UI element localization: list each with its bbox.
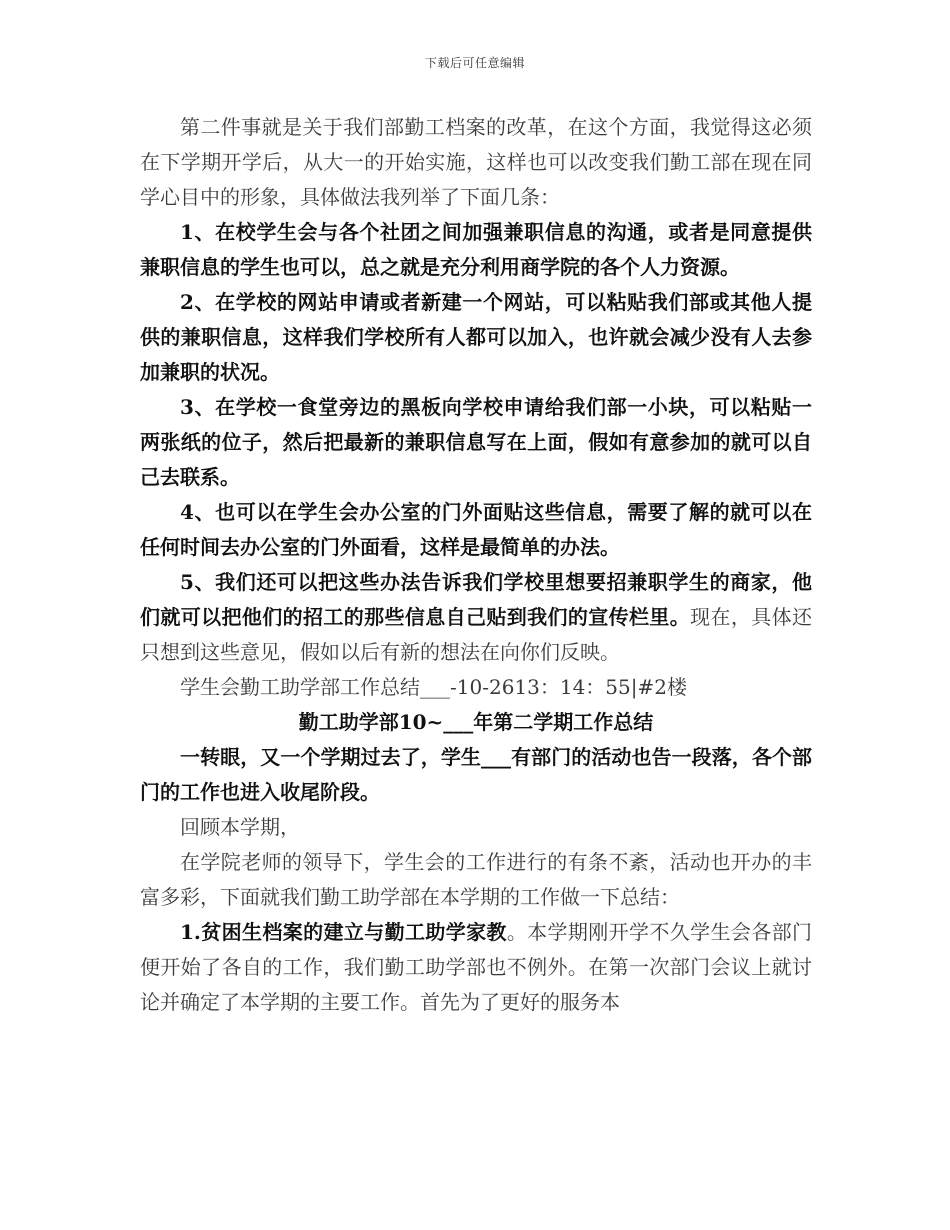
document-body: [140, 110, 812, 1020]
review-line: 回顾本学期，: [180, 815, 300, 839]
list-item-2: 2、在学校的网站申请或者新建一个网站，可以粘贴我们部或其他人提供的兼职信息，这样我们学校所有人都可以加入，也许就会减少没有人去参加兼职的状况。: [140, 290, 812, 384]
section-title: 勤工助学部10~___年第二学期工作总结: [298, 710, 654, 734]
paragraph-archive-reform: 第二件事就是关于我们部勤工档案的改革，在这个方面，我觉得这必须在下学期开学后，从大一的开始实施，这样也可以改变我们勤工部在现在同学心目中的形象，具体做法我列举了下面几条：: [140, 115, 812, 209]
list-item-4: 4、也可以在学生会办公室的门外面贴这些信息，需要了解的就可以在任何时间去办公室的门外面看，这样是最简单的办法。: [140, 500, 812, 559]
point-1-body: 。本学期刚开学不久学生会各部门便开始了各自的工作，我们勤工助学部也不例外。在第一次部门会议上就讨论并确定了本学期的主要工作。首先为了更好的服务本: [140, 920, 812, 1014]
page-header: 下载后可任意编辑: [424, 56, 525, 70]
list-item-1: 1、在校学生会与各个社团之间加强兼职信息的沟通，或者是同意提供兼职信息的学生也可以，总之就是充分利用商学院的各个人力资源。: [140, 220, 812, 279]
intro-paragraph: 一转眼，又一个学期过去了，学生___有部门的活动也告一段落，各个部门的工作也进入收尾阶段。: [140, 745, 812, 804]
point-1-paragraph: [140, 915, 812, 1020]
list-item-5-remark: 现在，具体还只想到这些意见，假如以后有新的想法在向你们反映。: [140, 605, 812, 664]
list-item-5: [140, 565, 812, 670]
summary-paragraph: 在学院老师的领导下，学生会的工作进行的有条不紊，活动也开办的丰富多彩，下面就我们勤工助学部在本学期的工作做一下总结：: [140, 850, 812, 909]
list-item-3: 3、在学校一食堂旁边的黑板向学校申请给我们部一小块，可以粘贴一两张纸的位子，然后把最新的兼职信息写在上面，假如有意参加的就可以自己去联系。: [140, 395, 812, 489]
post-meta-line: 学生会勤工助学部工作总结___-10-2613：14：55|#2楼: [180, 675, 687, 699]
list-item-5-bold: 5、我们还可以把这些办法告诉我们学校里想要招兼职学生的商家，他们就可以把他们的招工的那些信息自己贴到我们的宣传栏里。: [140, 570, 812, 629]
point-1-heading: 1.贫困生档案的建立与勤工助学家教: [180, 920, 507, 944]
